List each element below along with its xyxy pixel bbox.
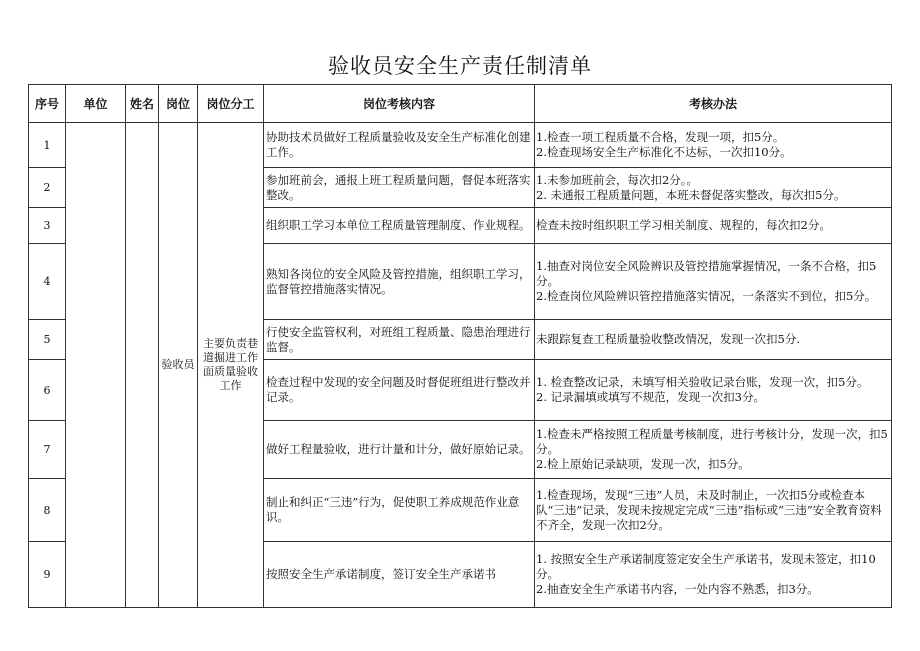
row-number: 8 [29,479,66,542]
method-line: 1.检查现场，发现“三违”人员，未及时制止，一次扣5分或检查本队“三违”记录，发现未按规定完成“三违”指标或“三违”安全教育资料不齐全，发现一次扣2分。 [536,487,882,532]
method-line: 1. 按照安全生产承诺制度签定安全生产承诺书，发现未签定，扣10分。 [536,552,876,581]
row-number: 6 [29,360,66,421]
assessment-content: 参加班前会，通报上班工程质量问题，督促本班落实整改。 [264,168,535,208]
assessment-method [535,123,892,168]
division-cell: 主要负责巷道掘进工作面质量验收工作 [198,123,264,608]
method-line: 1.检查一项工程质量不合格，发现一项，扣5分。 [536,130,785,144]
header-position: 岗位 [159,85,198,123]
method-line: 2.检查现场安全生产标准化不达标，一次扣10分。 [536,145,792,159]
header-seq: 序号 [29,85,66,123]
method-line: 2.检查岗位风险辨识管控措施落实情况，一条落实不到位，扣5分。 [536,289,877,303]
method-line: 2. 记录漏填或填写不规范，发现一次扣3分。 [536,390,765,404]
assessment-content: 协助技术员做好工程质量验收及安全生产标准化创建工作。 [264,123,535,168]
assessment-content: 检查过程中发现的安全问题及时督促班组进行整改并记录。 [264,360,535,421]
assessment-method [535,320,892,360]
method-line: 检查未按时组织职工学习相关制度、规程的，每次扣2分。 [536,218,831,232]
assessment-content: 组织职工学习本单位工程质量管理制度、作业规程。 [264,208,535,244]
name-cell [126,123,159,608]
unit-cell [66,123,126,608]
row-number: 7 [29,421,66,479]
method-line: 1.抽查对岗位安全风险辨识及管控措施掌握情况，一条不合格，扣5分。 [536,259,877,288]
responsibility-table [28,84,892,608]
row-number: 4 [29,244,66,320]
assessment-content: 制止和纠正“三违”行为，促使职工养成规范作业意识。 [264,479,535,542]
row-number: 9 [29,542,66,608]
assessment-content: 做好工程量验收，进行计量和计分，做好原始记录。 [264,421,535,479]
method-line: 1. 检查整改记录，未填写相关验收记录台账，发现一次，扣5分。 [536,375,869,389]
header-unit: 单位 [66,85,126,123]
method-line: 2. 未通报工程质量问题，本班未督促落实整改，每次扣5分。 [536,187,846,202]
assessment-content: 行使安全监管权利，对班组工程质量、隐患治理进行监督。 [264,320,535,360]
assessment-content: 熟知各岗位的安全风险及管控措施，组织职工学习，监督管控措施落实情况。 [264,244,535,320]
header-name: 姓名 [126,85,159,123]
position-cell: 验收员 [159,123,198,608]
method-line: 1.检查未严格按照工程质量考核制度，进行考核计分，发现一次，扣5分。 [536,427,888,456]
method-line: 2.检上原始记录缺项，发现一次，扣5分。 [536,457,750,471]
method-line: 2.抽查安全生产承诺书内容，一处内容不熟悉，扣3分。 [536,582,819,596]
method-line: 未跟踪复查工程质量验收整改情况，发现一次扣5分. [536,332,800,346]
assessment-method [535,244,892,320]
header-division: 岗位分工 [198,85,264,123]
header-method: 考核办法 [535,85,892,123]
assessment-method [535,168,892,208]
method-line: 1.未参加班前会，每次扣2分。。 [536,172,699,187]
table-row [29,123,892,168]
document-title: 验收员安全生产责任制清单 [328,54,592,78]
header-row [29,85,892,123]
assessment-content: 按照安全生产承诺制度，签订安全生产承诺书 [264,542,535,608]
row-number: 2 [29,168,66,208]
assessment-method [535,360,892,421]
row-number: 1 [29,123,66,168]
assessment-method [535,208,892,244]
assessment-method [535,421,892,479]
header-content: 岗位考核内容 [264,85,535,123]
row-number: 5 [29,320,66,360]
assessment-method [535,479,892,542]
assessment-method [535,542,892,608]
row-number: 3 [29,208,66,244]
